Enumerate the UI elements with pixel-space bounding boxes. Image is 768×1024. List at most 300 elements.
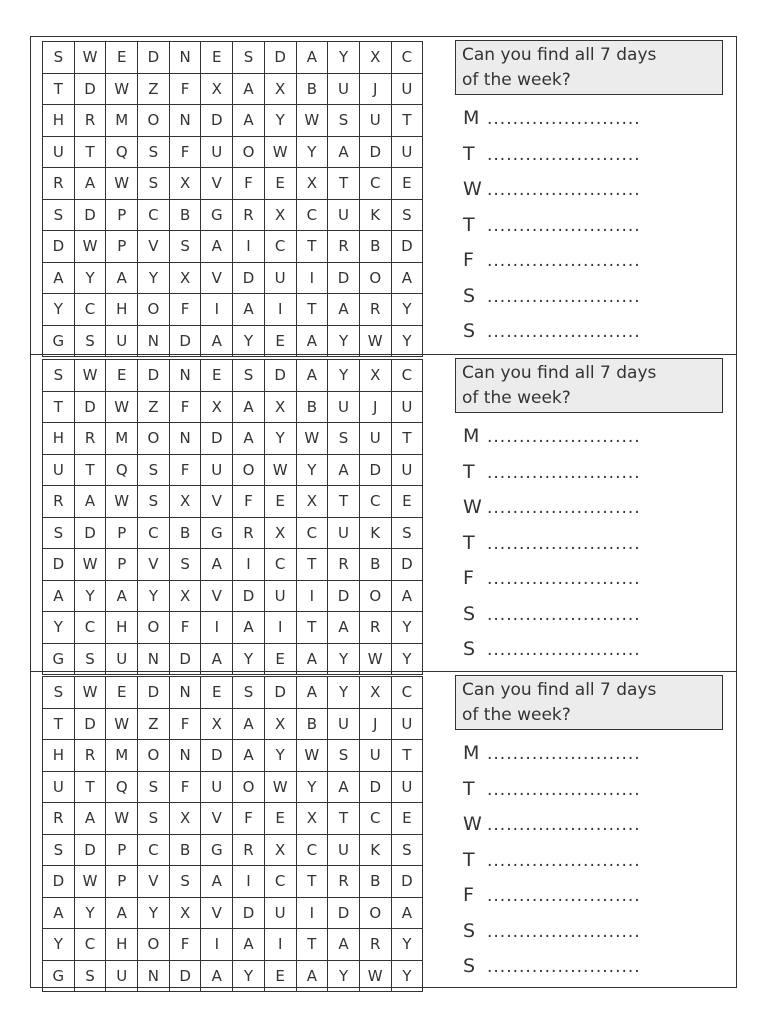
answer-dotted-blank[interactable]: ........................ <box>487 921 641 942</box>
grid-letter-cell[interactable]: R <box>328 866 360 898</box>
grid-letter-cell[interactable]: X <box>169 168 201 200</box>
grid-letter-cell[interactable]: Y <box>74 262 106 294</box>
grid-letter-cell[interactable]: A <box>233 105 265 137</box>
answer-line[interactable] <box>463 249 733 285</box>
grid-letter-cell[interactable]: C <box>264 231 296 263</box>
grid-letter-cell[interactable]: T <box>296 549 328 581</box>
grid-letter-cell[interactable]: A <box>328 771 360 803</box>
grid-letter-cell[interactable]: U <box>359 105 391 137</box>
grid-letter-cell[interactable]: A <box>201 549 233 581</box>
grid-letter-cell[interactable]: H <box>43 423 75 455</box>
grid-letter-cell[interactable]: G <box>43 325 75 357</box>
grid-letter-cell[interactable]: S <box>138 486 170 518</box>
grid-letter-cell[interactable]: T <box>74 454 106 486</box>
grid-letter-cell[interactable]: R <box>233 517 265 549</box>
grid-letter-cell[interactable]: O <box>138 105 170 137</box>
grid-letter-cell[interactable]: D <box>74 517 106 549</box>
grid-letter-cell[interactable]: X <box>296 803 328 835</box>
answer-line[interactable] <box>463 849 733 885</box>
grid-letter-cell[interactable]: U <box>106 960 138 992</box>
grid-letter-cell[interactable]: I <box>201 929 233 961</box>
grid-letter-cell[interactable]: F <box>169 73 201 105</box>
grid-letter-cell[interactable]: A <box>201 866 233 898</box>
grid-letter-cell[interactable]: W <box>106 708 138 740</box>
grid-letter-cell[interactable]: S <box>328 423 360 455</box>
grid-letter-cell[interactable]: J <box>359 391 391 423</box>
answer-line[interactable] <box>463 178 733 214</box>
grid-letter-cell[interactable]: E <box>264 643 296 675</box>
grid-letter-cell[interactable]: N <box>169 423 201 455</box>
grid-letter-cell[interactable]: D <box>201 423 233 455</box>
grid-letter-cell[interactable]: S <box>43 42 75 74</box>
grid-letter-cell[interactable]: W <box>74 677 106 709</box>
grid-letter-cell[interactable]: B <box>169 199 201 231</box>
grid-letter-cell[interactable]: E <box>264 960 296 992</box>
grid-letter-cell[interactable]: I <box>264 929 296 961</box>
grid-letter-cell[interactable]: Y <box>43 929 75 961</box>
grid-letter-cell[interactable]: U <box>264 580 296 612</box>
grid-letter-cell[interactable]: C <box>296 834 328 866</box>
grid-letter-cell[interactable]: E <box>264 803 296 835</box>
grid-letter-cell[interactable]: Y <box>328 677 360 709</box>
grid-letter-cell[interactable]: K <box>359 199 391 231</box>
grid-letter-cell[interactable]: Y <box>296 136 328 168</box>
grid-letter-cell[interactable]: F <box>233 803 265 835</box>
grid-letter-cell[interactable]: A <box>201 960 233 992</box>
grid-letter-cell[interactable]: C <box>138 199 170 231</box>
grid-letter-cell[interactable]: U <box>43 771 75 803</box>
grid-letter-cell[interactable]: H <box>106 294 138 326</box>
grid-letter-cell[interactable]: C <box>359 486 391 518</box>
grid-letter-cell[interactable]: D <box>328 262 360 294</box>
answer-dotted-blank[interactable]: ........................ <box>487 640 641 660</box>
grid-letter-cell[interactable]: R <box>43 803 75 835</box>
grid-letter-cell[interactable]: S <box>391 199 423 231</box>
grid-letter-cell[interactable]: M <box>106 740 138 772</box>
grid-letter-cell[interactable]: G <box>201 199 233 231</box>
grid-letter-cell[interactable]: A <box>233 708 265 740</box>
grid-letter-cell[interactable]: A <box>106 580 138 612</box>
grid-letter-cell[interactable]: T <box>43 391 75 423</box>
grid-letter-cell[interactable]: R <box>359 294 391 326</box>
grid-letter-cell[interactable]: O <box>138 612 170 644</box>
grid-letter-cell[interactable]: T <box>328 486 360 518</box>
grid-letter-cell[interactable]: N <box>169 740 201 772</box>
grid-letter-cell[interactable]: Y <box>264 423 296 455</box>
grid-letter-cell[interactable]: I <box>264 294 296 326</box>
grid-letter-cell[interactable]: W <box>74 360 106 392</box>
grid-letter-cell[interactable]: T <box>43 73 75 105</box>
grid-letter-cell[interactable]: W <box>359 325 391 357</box>
grid-letter-cell[interactable]: U <box>391 454 423 486</box>
grid-letter-cell[interactable]: O <box>138 423 170 455</box>
grid-letter-cell[interactable]: O <box>233 136 265 168</box>
grid-letter-cell[interactable]: Y <box>328 325 360 357</box>
grid-letter-cell[interactable]: F <box>233 486 265 518</box>
answer-dotted-blank[interactable]: ........................ <box>487 251 641 271</box>
grid-letter-cell[interactable]: F <box>233 168 265 200</box>
answer-dotted-blank[interactable]: ........................ <box>487 462 641 483</box>
grid-letter-cell[interactable]: Y <box>296 771 328 803</box>
grid-letter-cell[interactable]: H <box>106 929 138 961</box>
grid-letter-cell[interactable]: E <box>391 486 423 518</box>
grid-letter-cell[interactable]: F <box>169 612 201 644</box>
grid-letter-cell[interactable]: V <box>201 486 233 518</box>
grid-letter-cell[interactable]: D <box>328 897 360 929</box>
answer-dotted-blank[interactable]: ........................ <box>487 109 641 129</box>
grid-letter-cell[interactable]: J <box>359 708 391 740</box>
grid-letter-cell[interactable]: U <box>201 771 233 803</box>
grid-letter-cell[interactable]: A <box>74 486 106 518</box>
grid-letter-cell[interactable]: T <box>391 423 423 455</box>
grid-letter-cell[interactable]: G <box>201 517 233 549</box>
grid-letter-cell[interactable]: C <box>74 929 106 961</box>
grid-letter-cell[interactable]: T <box>328 803 360 835</box>
grid-letter-cell[interactable]: A <box>296 360 328 392</box>
grid-letter-cell[interactable]: Y <box>264 740 296 772</box>
grid-letter-cell[interactable]: D <box>264 360 296 392</box>
answer-line[interactable] <box>463 920 733 956</box>
grid-letter-cell[interactable]: F <box>169 136 201 168</box>
answer-dotted-blank[interactable]: ........................ <box>487 744 641 764</box>
grid-letter-cell[interactable]: U <box>391 771 423 803</box>
grid-letter-cell[interactable]: D <box>391 866 423 898</box>
grid-letter-cell[interactable]: D <box>201 740 233 772</box>
grid-letter-cell[interactable]: O <box>359 897 391 929</box>
grid-letter-cell[interactable]: A <box>74 168 106 200</box>
grid-letter-cell[interactable]: C <box>359 168 391 200</box>
grid-letter-cell[interactable]: Z <box>138 708 170 740</box>
grid-letter-cell[interactable]: E <box>201 360 233 392</box>
answer-dotted-blank[interactable]: ........................ <box>487 815 641 835</box>
grid-letter-cell[interactable]: T <box>296 929 328 961</box>
grid-letter-cell[interactable]: O <box>138 740 170 772</box>
grid-letter-cell[interactable]: W <box>74 549 106 581</box>
grid-letter-cell[interactable]: I <box>233 866 265 898</box>
answer-line[interactable] <box>463 532 733 568</box>
answer-line[interactable] <box>463 425 733 461</box>
grid-letter-cell[interactable]: U <box>391 391 423 423</box>
answer-line[interactable] <box>463 813 733 849</box>
grid-letter-cell[interactable]: S <box>169 549 201 581</box>
grid-letter-cell[interactable]: G <box>43 643 75 675</box>
grid-letter-cell[interactable]: U <box>328 517 360 549</box>
answer-dotted-blank[interactable]: ........................ <box>487 180 641 200</box>
grid-letter-cell[interactable]: Y <box>391 294 423 326</box>
grid-letter-cell[interactable]: G <box>201 834 233 866</box>
grid-letter-cell[interactable]: A <box>233 294 265 326</box>
answer-dotted-blank[interactable]: ........................ <box>487 498 641 518</box>
grid-letter-cell[interactable]: N <box>169 360 201 392</box>
grid-letter-cell[interactable]: A <box>233 740 265 772</box>
grid-letter-cell[interactable]: Y <box>233 643 265 675</box>
grid-letter-cell[interactable]: S <box>138 803 170 835</box>
grid-letter-cell[interactable]: R <box>359 612 391 644</box>
grid-letter-cell[interactable]: E <box>264 168 296 200</box>
grid-letter-cell[interactable]: S <box>169 231 201 263</box>
grid-letter-cell[interactable]: X <box>201 73 233 105</box>
answer-line[interactable] <box>463 461 733 497</box>
grid-letter-cell[interactable]: X <box>359 360 391 392</box>
grid-letter-cell[interactable]: Y <box>328 643 360 675</box>
grid-letter-cell[interactable]: T <box>391 105 423 137</box>
grid-letter-cell[interactable]: O <box>138 929 170 961</box>
grid-letter-cell[interactable]: U <box>359 423 391 455</box>
grid-letter-cell[interactable]: S <box>43 834 75 866</box>
answer-dotted-blank[interactable]: ........................ <box>487 533 641 554</box>
grid-letter-cell[interactable]: S <box>328 740 360 772</box>
grid-letter-cell[interactable]: F <box>169 929 201 961</box>
answer-line[interactable] <box>463 496 733 532</box>
grid-letter-cell[interactable]: I <box>233 231 265 263</box>
grid-letter-cell[interactable]: T <box>296 231 328 263</box>
grid-letter-cell[interactable]: C <box>296 199 328 231</box>
grid-letter-cell[interactable]: W <box>74 866 106 898</box>
grid-letter-cell[interactable]: I <box>201 294 233 326</box>
grid-letter-cell[interactable]: H <box>43 105 75 137</box>
grid-letter-cell[interactable]: Y <box>138 897 170 929</box>
grid-letter-cell[interactable]: D <box>43 231 75 263</box>
grid-letter-cell[interactable]: M <box>106 423 138 455</box>
grid-letter-cell[interactable]: U <box>328 708 360 740</box>
grid-letter-cell[interactable]: U <box>43 136 75 168</box>
grid-letter-cell[interactable]: W <box>359 643 391 675</box>
grid-letter-cell[interactable]: K <box>359 834 391 866</box>
grid-letter-cell[interactable]: S <box>233 360 265 392</box>
grid-letter-cell[interactable]: A <box>328 294 360 326</box>
grid-letter-cell[interactable]: B <box>169 517 201 549</box>
grid-letter-cell[interactable]: O <box>233 771 265 803</box>
grid-letter-cell[interactable]: D <box>201 105 233 137</box>
grid-letter-cell[interactable]: E <box>106 360 138 392</box>
grid-letter-cell[interactable]: V <box>201 803 233 835</box>
grid-letter-cell[interactable]: D <box>169 643 201 675</box>
grid-letter-cell[interactable]: A <box>328 612 360 644</box>
grid-letter-cell[interactable]: X <box>296 168 328 200</box>
grid-letter-cell[interactable]: I <box>264 612 296 644</box>
grid-letter-cell[interactable]: Y <box>138 262 170 294</box>
grid-letter-cell[interactable]: A <box>296 42 328 74</box>
grid-letter-cell[interactable]: A <box>43 262 75 294</box>
grid-letter-cell[interactable]: Y <box>138 580 170 612</box>
grid-letter-cell[interactable]: Y <box>391 325 423 357</box>
grid-letter-cell[interactable]: N <box>169 105 201 137</box>
grid-letter-cell[interactable]: B <box>359 549 391 581</box>
grid-letter-cell[interactable]: A <box>296 677 328 709</box>
grid-letter-cell[interactable]: N <box>138 960 170 992</box>
grid-letter-cell[interactable]: E <box>201 42 233 74</box>
answer-dotted-blank[interactable]: ........................ <box>487 779 641 800</box>
grid-letter-cell[interactable]: D <box>391 549 423 581</box>
grid-letter-cell[interactable]: D <box>74 391 106 423</box>
grid-letter-cell[interactable]: C <box>138 517 170 549</box>
grid-letter-cell[interactable]: A <box>201 231 233 263</box>
grid-letter-cell[interactable]: U <box>391 73 423 105</box>
grid-letter-cell[interactable]: S <box>138 454 170 486</box>
grid-letter-cell[interactable]: W <box>296 740 328 772</box>
grid-letter-cell[interactable]: W <box>296 423 328 455</box>
grid-letter-cell[interactable]: N <box>138 643 170 675</box>
grid-letter-cell[interactable]: U <box>328 199 360 231</box>
grid-letter-cell[interactable]: X <box>296 486 328 518</box>
grid-letter-cell[interactable]: A <box>233 929 265 961</box>
grid-letter-cell[interactable]: A <box>296 643 328 675</box>
grid-letter-cell[interactable]: I <box>233 549 265 581</box>
grid-letter-cell[interactable]: S <box>391 834 423 866</box>
grid-letter-cell[interactable]: O <box>138 294 170 326</box>
grid-letter-cell[interactable]: F <box>169 454 201 486</box>
grid-letter-cell[interactable]: C <box>391 360 423 392</box>
grid-letter-cell[interactable]: C <box>264 549 296 581</box>
answer-line[interactable] <box>463 884 733 920</box>
answer-line[interactable] <box>463 955 733 991</box>
grid-letter-cell[interactable]: U <box>328 73 360 105</box>
grid-letter-cell[interactable]: V <box>138 549 170 581</box>
grid-letter-cell[interactable]: R <box>74 423 106 455</box>
grid-letter-cell[interactable]: I <box>201 612 233 644</box>
grid-letter-cell[interactable]: V <box>201 168 233 200</box>
grid-letter-cell[interactable]: C <box>74 294 106 326</box>
grid-letter-cell[interactable]: A <box>328 136 360 168</box>
grid-letter-cell[interactable]: D <box>43 549 75 581</box>
grid-letter-cell[interactable]: T <box>43 708 75 740</box>
grid-letter-cell[interactable]: D <box>233 580 265 612</box>
grid-letter-cell[interactable]: T <box>296 294 328 326</box>
grid-letter-cell[interactable]: Y <box>43 612 75 644</box>
grid-letter-cell[interactable]: U <box>328 391 360 423</box>
grid-letter-cell[interactable]: U <box>391 708 423 740</box>
grid-letter-cell[interactable]: A <box>233 391 265 423</box>
grid-letter-cell[interactable]: P <box>106 517 138 549</box>
grid-letter-cell[interactable]: Q <box>106 454 138 486</box>
grid-letter-cell[interactable]: A <box>233 73 265 105</box>
grid-letter-cell[interactable]: N <box>169 677 201 709</box>
grid-letter-cell[interactable]: T <box>74 136 106 168</box>
grid-letter-cell[interactable]: T <box>74 771 106 803</box>
grid-letter-cell[interactable]: E <box>264 486 296 518</box>
grid-letter-cell[interactable]: D <box>328 580 360 612</box>
grid-letter-cell[interactable]: D <box>233 262 265 294</box>
grid-letter-cell[interactable]: S <box>138 771 170 803</box>
grid-letter-cell[interactable]: H <box>106 612 138 644</box>
grid-letter-cell[interactable]: Q <box>106 771 138 803</box>
answer-line[interactable] <box>463 742 733 778</box>
answer-dotted-blank[interactable]: ........................ <box>487 322 641 342</box>
grid-letter-cell[interactable]: F <box>169 391 201 423</box>
grid-letter-cell[interactable]: C <box>391 42 423 74</box>
grid-letter-cell[interactable]: P <box>106 549 138 581</box>
grid-letter-cell[interactable]: Y <box>43 294 75 326</box>
grid-letter-cell[interactable]: D <box>359 136 391 168</box>
grid-letter-cell[interactable]: A <box>43 580 75 612</box>
grid-letter-cell[interactable]: X <box>169 803 201 835</box>
grid-letter-cell[interactable]: A <box>391 262 423 294</box>
grid-letter-cell[interactable]: X <box>359 42 391 74</box>
grid-letter-cell[interactable]: V <box>201 262 233 294</box>
grid-letter-cell[interactable]: W <box>106 486 138 518</box>
grid-letter-cell[interactable]: D <box>74 73 106 105</box>
grid-letter-cell[interactable]: B <box>359 231 391 263</box>
grid-letter-cell[interactable]: A <box>201 643 233 675</box>
grid-letter-cell[interactable]: U <box>328 834 360 866</box>
grid-letter-cell[interactable]: D <box>264 677 296 709</box>
grid-letter-cell[interactable]: W <box>264 136 296 168</box>
grid-letter-cell[interactable]: X <box>169 262 201 294</box>
grid-letter-cell[interactable]: A <box>201 325 233 357</box>
grid-letter-cell[interactable]: K <box>359 517 391 549</box>
grid-letter-cell[interactable]: R <box>359 929 391 961</box>
grid-letter-cell[interactable]: Y <box>74 580 106 612</box>
grid-letter-cell[interactable]: P <box>106 834 138 866</box>
grid-letter-cell[interactable]: H <box>43 740 75 772</box>
grid-letter-cell[interactable]: M <box>106 105 138 137</box>
grid-letter-cell[interactable]: P <box>106 231 138 263</box>
grid-letter-cell[interactable]: P <box>106 866 138 898</box>
grid-letter-cell[interactable]: I <box>296 897 328 929</box>
grid-letter-cell[interactable]: W <box>106 73 138 105</box>
grid-letter-cell[interactable]: U <box>391 136 423 168</box>
grid-letter-cell[interactable]: X <box>264 73 296 105</box>
grid-letter-cell[interactable]: S <box>233 42 265 74</box>
grid-letter-cell[interactable]: T <box>391 740 423 772</box>
grid-letter-cell[interactable]: A <box>43 897 75 929</box>
grid-letter-cell[interactable]: B <box>296 73 328 105</box>
grid-letter-cell[interactable]: O <box>359 580 391 612</box>
grid-letter-cell[interactable]: Y <box>233 960 265 992</box>
answer-dotted-blank[interactable]: ........................ <box>487 215 641 236</box>
grid-letter-cell[interactable]: Y <box>74 897 106 929</box>
grid-letter-cell[interactable]: I <box>296 262 328 294</box>
grid-letter-cell[interactable]: A <box>233 612 265 644</box>
grid-letter-cell[interactable]: R <box>328 231 360 263</box>
answer-dotted-blank[interactable]: ........................ <box>487 604 641 625</box>
grid-letter-cell[interactable]: W <box>106 391 138 423</box>
answer-dotted-blank[interactable]: ........................ <box>487 286 641 307</box>
grid-letter-cell[interactable]: Y <box>328 960 360 992</box>
grid-letter-cell[interactable]: S <box>43 677 75 709</box>
grid-letter-cell[interactable]: A <box>296 325 328 357</box>
grid-letter-cell[interactable]: D <box>169 325 201 357</box>
grid-letter-cell[interactable]: B <box>359 866 391 898</box>
grid-letter-cell[interactable]: T <box>328 168 360 200</box>
grid-letter-cell[interactable]: X <box>264 391 296 423</box>
grid-letter-cell[interactable]: S <box>43 360 75 392</box>
grid-letter-cell[interactable]: D <box>43 866 75 898</box>
grid-letter-cell[interactable]: A <box>391 580 423 612</box>
answer-line[interactable] <box>463 107 733 143</box>
grid-letter-cell[interactable]: W <box>106 803 138 835</box>
grid-letter-cell[interactable]: D <box>74 199 106 231</box>
grid-letter-cell[interactable]: C <box>138 834 170 866</box>
answer-dotted-blank[interactable]: ........................ <box>487 144 641 165</box>
grid-letter-cell[interactable]: W <box>264 771 296 803</box>
grid-letter-cell[interactable]: Y <box>391 643 423 675</box>
answer-line[interactable] <box>463 603 733 639</box>
grid-letter-cell[interactable]: D <box>264 42 296 74</box>
grid-letter-cell[interactable]: A <box>328 929 360 961</box>
grid-letter-cell[interactable]: D <box>74 708 106 740</box>
grid-letter-cell[interactable]: O <box>359 262 391 294</box>
grid-letter-cell[interactable]: G <box>43 960 75 992</box>
grid-letter-cell[interactable]: E <box>106 677 138 709</box>
grid-letter-cell[interactable]: V <box>138 866 170 898</box>
grid-letter-cell[interactable]: C <box>296 517 328 549</box>
grid-letter-cell[interactable]: Y <box>233 325 265 357</box>
grid-letter-cell[interactable]: U <box>359 740 391 772</box>
answer-line[interactable] <box>463 778 733 814</box>
answer-line[interactable] <box>463 143 733 179</box>
grid-letter-cell[interactable]: W <box>74 231 106 263</box>
